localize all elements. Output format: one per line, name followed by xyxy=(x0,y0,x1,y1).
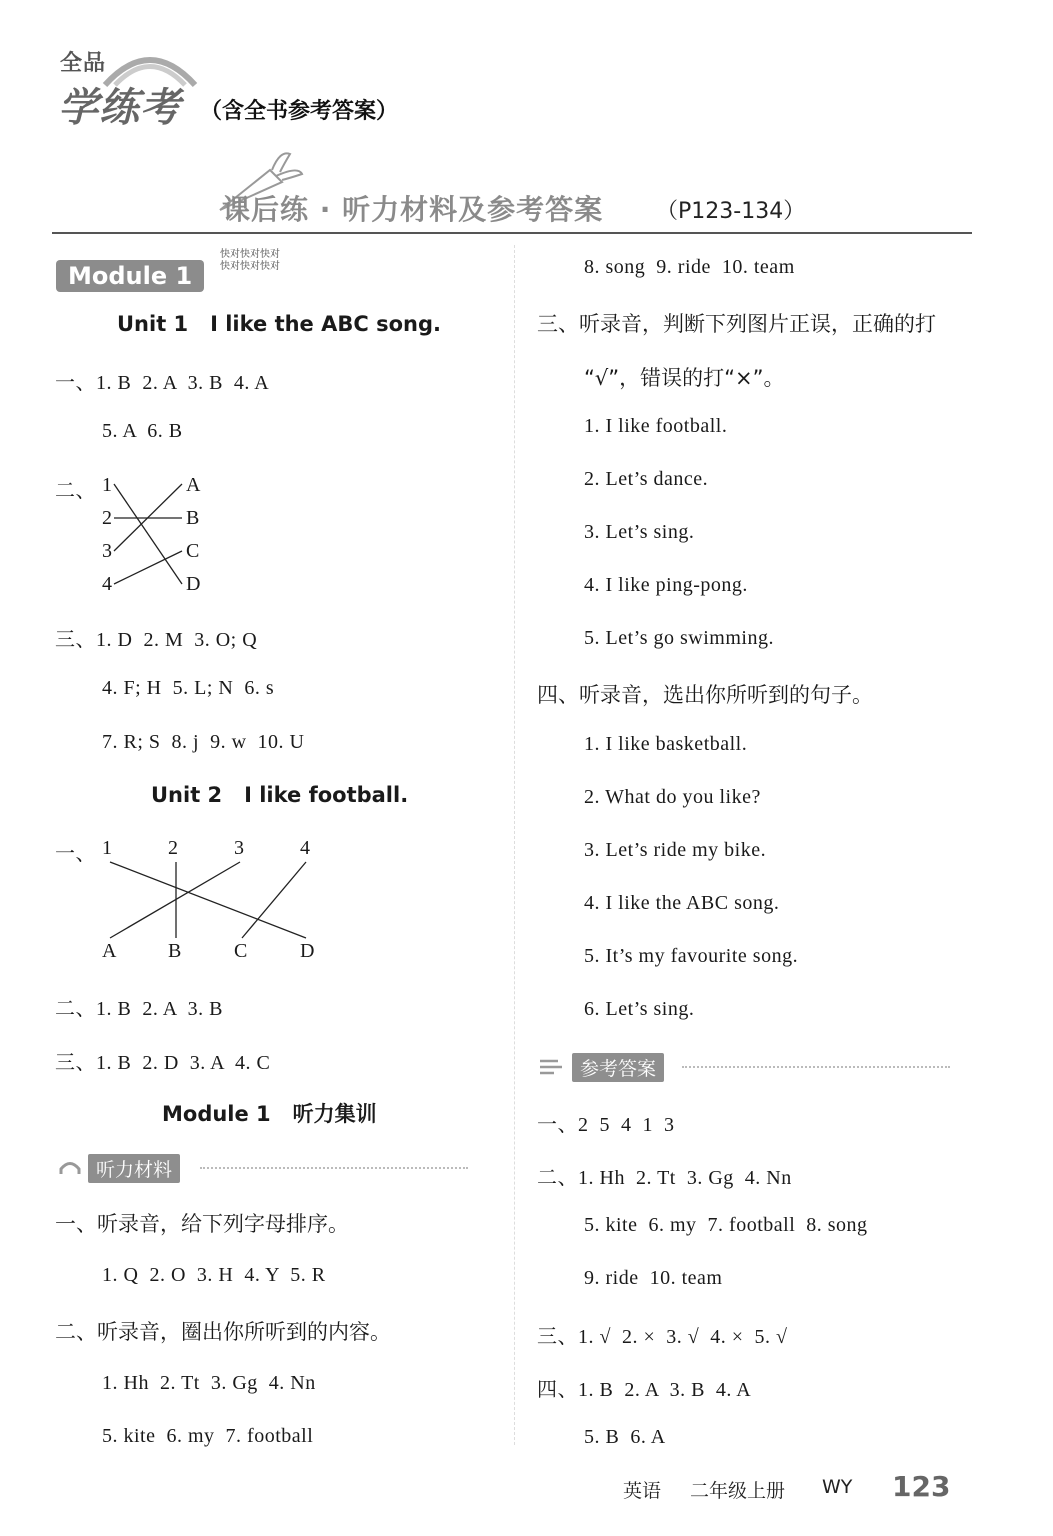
match-num: 1 xyxy=(102,837,113,859)
q4-item: 5. It’s my favourite song. xyxy=(584,945,799,967)
brand-main: 学练考 xyxy=(58,85,181,131)
q3-item: 1. I like football. xyxy=(584,415,728,437)
match-num: 2 xyxy=(168,837,179,859)
q4-item: 3. Let’s ride my bike. xyxy=(584,839,767,861)
answer-3: 三、1. √ 2. × 3. √ 4. × 5. √ xyxy=(537,1326,788,1348)
u2-section2: 二、1. B 2. A 3. B xyxy=(55,998,223,1020)
q4-item: 1. I like basketball. xyxy=(584,733,748,755)
match-lines-unit1 xyxy=(110,476,190,596)
match-letter: D xyxy=(186,573,201,595)
module-label: Module 1 xyxy=(56,260,204,292)
match-letter: C xyxy=(186,540,200,562)
q2-heading: 二、听录音，圈出你所听到的内容。 xyxy=(55,1320,391,1344)
u1-section2-label: 二、 xyxy=(55,480,96,502)
tag-dotted-line xyxy=(200,1167,468,1169)
match-num: 4 xyxy=(102,573,113,595)
q3-heading-line2: “√”，错误的打“×”。 xyxy=(584,366,785,390)
q3-item: 4. I like ping-pong. xyxy=(584,574,748,596)
brand-top: 全品 xyxy=(60,51,107,76)
page-title: 课后练 · 听力材料及参考答案 xyxy=(222,193,604,226)
u1-section3-line3: 7. R; S 8. j 9. w 10. U xyxy=(102,731,305,753)
answer-4-line1: 四、1. B 2. A 3. B 4. A xyxy=(537,1379,752,1401)
answer-2-line3: 9. ride 10. team xyxy=(584,1267,723,1289)
q4-item: 4. I like the ABC song. xyxy=(584,892,780,914)
module-train-title: Module 1 听力集训 xyxy=(162,1102,377,1126)
footer-edition: WY xyxy=(822,1476,853,1498)
match-num: 3 xyxy=(102,540,113,562)
answer-tag: 参考答案 xyxy=(572,1053,664,1082)
u2-section1-label: 一、 xyxy=(55,843,96,865)
q4-item: 6. Let’s sing. xyxy=(584,998,695,1020)
match-letter: B xyxy=(186,507,200,529)
listen-material-tag: 听力材料 xyxy=(88,1154,180,1183)
page-number: 123 xyxy=(892,1470,951,1503)
answer-4-line2: 5. B 6. A xyxy=(584,1426,666,1448)
page-range: （P123-134） xyxy=(656,199,806,224)
q3-item: 2. Let’s dance. xyxy=(584,468,709,490)
brand-sub: （含全书参考答案） xyxy=(200,99,399,124)
unit1-title: Unit 1 I like the ABC song. xyxy=(117,312,441,336)
u1-section1-line2: 5. A 6. B xyxy=(102,420,183,442)
match-letter: C xyxy=(234,940,248,962)
match-num: 3 xyxy=(234,837,245,859)
match-letter: D xyxy=(300,940,315,962)
q3-heading-line1: 三、听录音，判断下列图片正误，正确的打 xyxy=(537,312,936,336)
r-top-answers: 8. song 9. ride 10. team xyxy=(584,256,795,278)
u1-section3-line2: 4. F; H 5. L; N 6. s xyxy=(102,677,275,699)
q3-item: 3. Let’s sing. xyxy=(584,521,695,543)
match-letter: A xyxy=(102,940,117,962)
column-divider xyxy=(514,245,515,1445)
u1-section3-line1: 三、1. D 2. M 3. O; Q xyxy=(55,629,258,651)
q1-answers: 1. Q 2. O 3. H 4. Y 5. R xyxy=(102,1264,326,1286)
q2-answers-line2: 5. kite 6. my 7. football xyxy=(102,1425,314,1447)
match-num: 2 xyxy=(102,507,113,529)
q2-answers-line1: 1. Hh 2. Tt 3. Gg 4. Nn xyxy=(102,1372,316,1394)
list-icon xyxy=(538,1056,564,1078)
q3-item: 5. Let’s go swimming. xyxy=(584,627,774,649)
answer-2-line2: 5. kite 6. my 7. football 8. song xyxy=(584,1214,868,1236)
u1-section1-line1: 一、1. B 2. A 3. B 4. A xyxy=(55,372,270,394)
q4-heading: 四、听录音，选出你所听到的句子。 xyxy=(537,683,873,707)
tag-dotted-line xyxy=(682,1066,950,1068)
footer-subject: 英语 xyxy=(623,1480,662,1502)
small-note: 快对快对快对 快对快对快对 xyxy=(220,249,280,272)
answer-2-line1: 二、1. Hh 2. Tt 3. Gg 4. Nn xyxy=(537,1167,792,1189)
match-letter: B xyxy=(168,940,182,962)
q4-item: 2. What do you like? xyxy=(584,786,761,808)
footer-grade: 二年级上册 xyxy=(690,1480,786,1502)
u2-section3: 三、1. B 2. D 3. A 4. C xyxy=(55,1052,271,1074)
headphones-icon xyxy=(58,1158,82,1178)
match-num: 4 xyxy=(300,837,311,859)
unit2-title: Unit 2 I like football. xyxy=(151,783,409,807)
match-lines-unit2 xyxy=(100,860,320,945)
q1-heading: 一、听录音，给下列字母排序。 xyxy=(55,1212,349,1236)
match-num: 1 xyxy=(102,474,113,496)
answer-1: 一、2 5 4 1 3 xyxy=(537,1114,675,1136)
match-letter: A xyxy=(186,474,201,496)
header-divider xyxy=(52,232,972,234)
